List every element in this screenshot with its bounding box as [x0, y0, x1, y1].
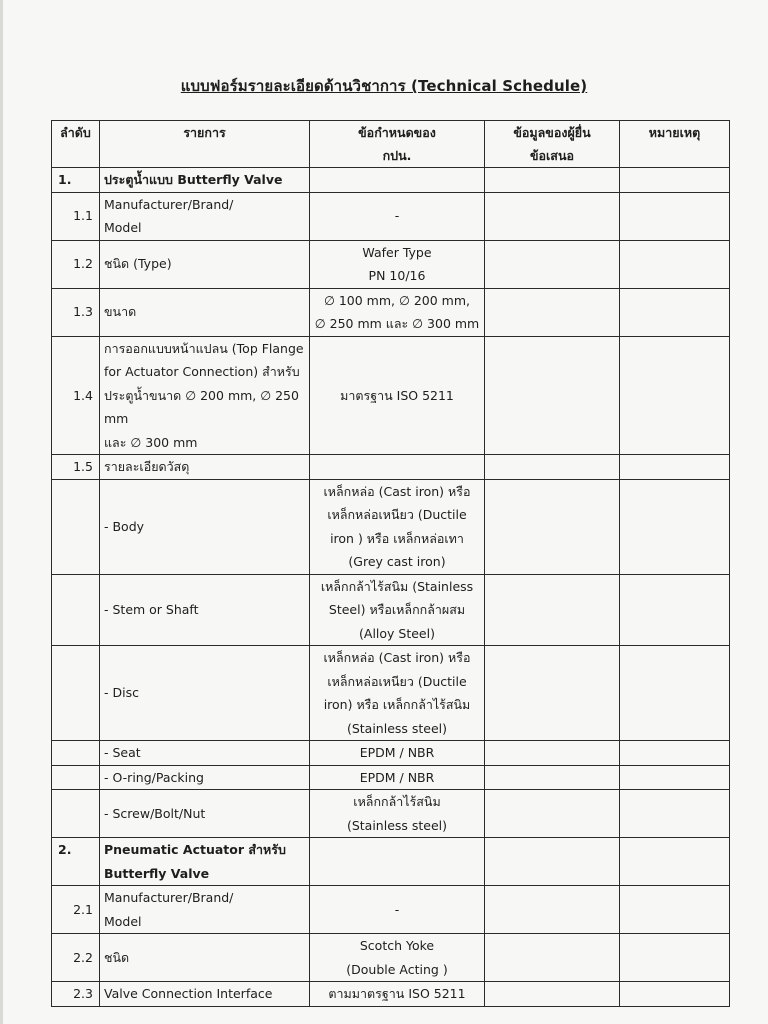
- row-item: [100, 765, 310, 790]
- row-number: 2.1: [52, 886, 100, 934]
- table-row: [52, 336, 730, 455]
- spec-line: เหล็กกล้าไร้สนิม: [353, 794, 441, 809]
- spec-line: Scotch Yoke: [359, 938, 435, 953]
- row-bidder-info[interactable]: [485, 765, 620, 790]
- item-line: Manufacturer/Brand/: [104, 196, 234, 212]
- row-item: [100, 336, 310, 455]
- item-line: ขนาด: [104, 304, 137, 320]
- table-row: [52, 455, 730, 480]
- item-line: - Stem or Shaft: [104, 602, 199, 617]
- row-number: [52, 741, 100, 766]
- header-bidder: ข้อมูลของผู้ยื่น ข้อเสนอ: [485, 121, 620, 168]
- row-bidder-info[interactable]: [485, 192, 620, 240]
- row-number: 1.5: [52, 455, 100, 480]
- row-remark[interactable]: [620, 288, 730, 336]
- row-remark[interactable]: [620, 168, 730, 193]
- row-spec: [310, 455, 485, 480]
- spec-line: เหล็กหล่อเหนียว (Ductile: [327, 507, 467, 522]
- row-bidder-info[interactable]: [485, 455, 620, 480]
- table-row: [52, 479, 730, 574]
- item-line: ประตูน้ำขนาด ∅ 200 mm, ∅ 250 mm: [104, 387, 299, 426]
- header-remark: หมายเหตุ: [620, 121, 730, 168]
- row-item: [100, 574, 310, 646]
- table-row: [52, 934, 730, 982]
- row-bidder-info[interactable]: [485, 336, 620, 455]
- header-spec: ข้อกำหนดของ กปน.: [310, 121, 485, 168]
- row-bidder-info[interactable]: [485, 790, 620, 838]
- row-spec: [310, 288, 485, 336]
- row-remark[interactable]: [620, 982, 730, 1007]
- item-line: Valve Connection Interface: [104, 986, 273, 1001]
- spec-line: ตามมาตรฐาน ISO 5211: [328, 986, 466, 1001]
- spec-line: เหล็กหล่อ (Cast iron) หรือ: [323, 650, 471, 665]
- scan-edge: [0, 0, 3, 1024]
- row-spec: [310, 765, 485, 790]
- row-bidder-info[interactable]: [485, 288, 620, 336]
- row-bidder-info[interactable]: [485, 982, 620, 1007]
- row-remark[interactable]: [620, 741, 730, 766]
- row-item: [100, 982, 310, 1007]
- row-bidder-info[interactable]: [485, 838, 620, 886]
- item-line: - Seat: [104, 745, 141, 760]
- item-line: - Disc: [104, 685, 139, 701]
- row-number: [52, 646, 100, 741]
- row-item: [100, 741, 310, 766]
- document-title: แบบฟอร์มรายละเอียดด้านวิชาการ (Technical Schedule): [180, 77, 588, 95]
- row-remark[interactable]: [620, 479, 730, 574]
- header-row: [52, 121, 730, 168]
- row-spec: [310, 646, 485, 741]
- item-line: - Screw/Bolt/Nut: [104, 805, 206, 821]
- spec-line: EPDM / NBR: [359, 745, 435, 760]
- row-bidder-info[interactable]: [485, 886, 620, 934]
- item-line: การออกแบบหน้าแปลน (Top Flange: [104, 340, 304, 356]
- row-number: 1.: [52, 168, 100, 193]
- row-number: 1.4: [52, 336, 100, 455]
- row-spec: [310, 336, 485, 455]
- row-spec: [310, 741, 485, 766]
- spec-line: (Stainless steel): [346, 720, 448, 736]
- row-item: [100, 192, 310, 240]
- row-spec: [310, 838, 485, 886]
- row-number: [52, 574, 100, 646]
- item-line: Model: [104, 220, 142, 235]
- row-bidder-info[interactable]: [485, 741, 620, 766]
- table-row: [52, 168, 730, 193]
- item-line: Model: [104, 913, 142, 929]
- spec-line: Wafer Type: [362, 244, 432, 260]
- spec-line: (Alloy Steel): [359, 625, 435, 641]
- row-spec: [310, 886, 485, 934]
- row-number: 1.2: [52, 240, 100, 288]
- item-line: for Actuator Connection) สำหรับ: [104, 364, 300, 379]
- spec-line: ∅ 100 mm, ∅ 200 mm,: [323, 292, 470, 308]
- row-remark[interactable]: [620, 934, 730, 982]
- spec-line: iron ) หรือ เหล็กหล่อเทา: [330, 530, 464, 546]
- table-row: [52, 982, 730, 1007]
- row-item: [100, 479, 310, 574]
- row-spec: [310, 192, 485, 240]
- row-bidder-info[interactable]: [485, 168, 620, 193]
- row-item: [100, 838, 310, 886]
- row-spec: [310, 790, 485, 838]
- row-item: [100, 288, 310, 336]
- row-spec: [310, 240, 485, 288]
- item-line: รายละเอียดวัสดุ: [104, 459, 190, 474]
- technical-schedule-table: [51, 120, 730, 1007]
- table-row: [52, 741, 730, 766]
- spec-line: เหล็กหล่อเหนียว (Ductile: [327, 673, 467, 689]
- table-row: [52, 288, 730, 336]
- row-item: [100, 168, 310, 193]
- spec-line: มาตรฐาน ISO 5211: [340, 387, 454, 403]
- item-line: และ ∅ 300 mm: [104, 434, 198, 450]
- row-number: 1.1: [52, 192, 100, 240]
- table-row: [52, 838, 730, 886]
- table-row: [52, 646, 730, 741]
- item-line: Butterfly Valve: [104, 865, 210, 881]
- row-remark[interactable]: [620, 765, 730, 790]
- item-line: - Body: [104, 518, 145, 534]
- spec-line: iron) หรือ เหล็กกล้าไร้สนิม: [323, 697, 471, 712]
- row-item: [100, 934, 310, 982]
- item-line: Pneumatic Actuator สำหรับ: [104, 842, 286, 857]
- row-number: 2.2: [52, 934, 100, 982]
- row-remark[interactable]: [620, 455, 730, 480]
- table-row: [52, 765, 730, 790]
- row-spec: [310, 479, 485, 574]
- row-spec: [310, 934, 485, 982]
- row-bidder-info[interactable]: [485, 479, 620, 574]
- header-no: ลำดับ: [52, 121, 100, 168]
- table-row: [52, 192, 730, 240]
- spec-line: EPDM / NBR: [359, 769, 435, 785]
- item-line: ประตูน้ำแบบ Butterfly Valve: [104, 172, 283, 187]
- row-remark[interactable]: [620, 790, 730, 838]
- row-number: [52, 790, 100, 838]
- item-line: Manufacturer/Brand/: [104, 890, 234, 905]
- row-spec: [310, 982, 485, 1007]
- item-line: ชนิด: [104, 949, 130, 965]
- row-remark[interactable]: [620, 192, 730, 240]
- row-item: [100, 455, 310, 480]
- row-spec: [310, 574, 485, 646]
- spec-line: เหล็กหล่อ (Cast iron) หรือ: [323, 483, 471, 499]
- spec-line: -: [394, 901, 400, 917]
- row-bidder-info[interactable]: [485, 574, 620, 646]
- spec-line: (Grey cast iron): [348, 554, 446, 569]
- spec-line: (Stainless steel): [346, 817, 448, 833]
- row-spec: [310, 168, 485, 193]
- spec-line: -: [394, 208, 400, 224]
- item-line: - O-ring/Packing: [104, 769, 204, 785]
- spec-line: Steel) หรือเหล็กกล้าผสม: [328, 602, 466, 617]
- row-remark[interactable]: [620, 336, 730, 455]
- row-number: 2.3: [52, 982, 100, 1007]
- row-item: [100, 646, 310, 741]
- row-number: 1.3: [52, 288, 100, 336]
- header-item: รายการ: [100, 121, 310, 168]
- row-item: [100, 790, 310, 838]
- row-remark[interactable]: [620, 838, 730, 886]
- row-number: 2.: [52, 838, 100, 886]
- row-number: [52, 479, 100, 574]
- row-remark[interactable]: [620, 886, 730, 934]
- table-row: [52, 790, 730, 838]
- spec-line: (Double Acting ): [346, 961, 448, 977]
- row-remark[interactable]: [620, 646, 730, 741]
- row-remark[interactable]: [620, 574, 730, 646]
- spec-line: ∅ 250 mm และ ∅ 300 mm: [314, 316, 480, 331]
- row-remark[interactable]: [620, 240, 730, 288]
- row-bidder-info[interactable]: [485, 934, 620, 982]
- spec-line: เหล็กกล้าไร้สนิม (Stainless: [320, 578, 474, 594]
- row-item: [100, 240, 310, 288]
- row-bidder-info[interactable]: [485, 646, 620, 741]
- row-item: [100, 886, 310, 934]
- table-row: [52, 240, 730, 288]
- row-number: [52, 765, 100, 790]
- spec-line: PN 10/16: [368, 268, 426, 283]
- item-line: ชนิด (Type): [104, 256, 172, 272]
- table-row: [52, 574, 730, 646]
- row-bidder-info[interactable]: [485, 240, 620, 288]
- table-row: [52, 886, 730, 934]
